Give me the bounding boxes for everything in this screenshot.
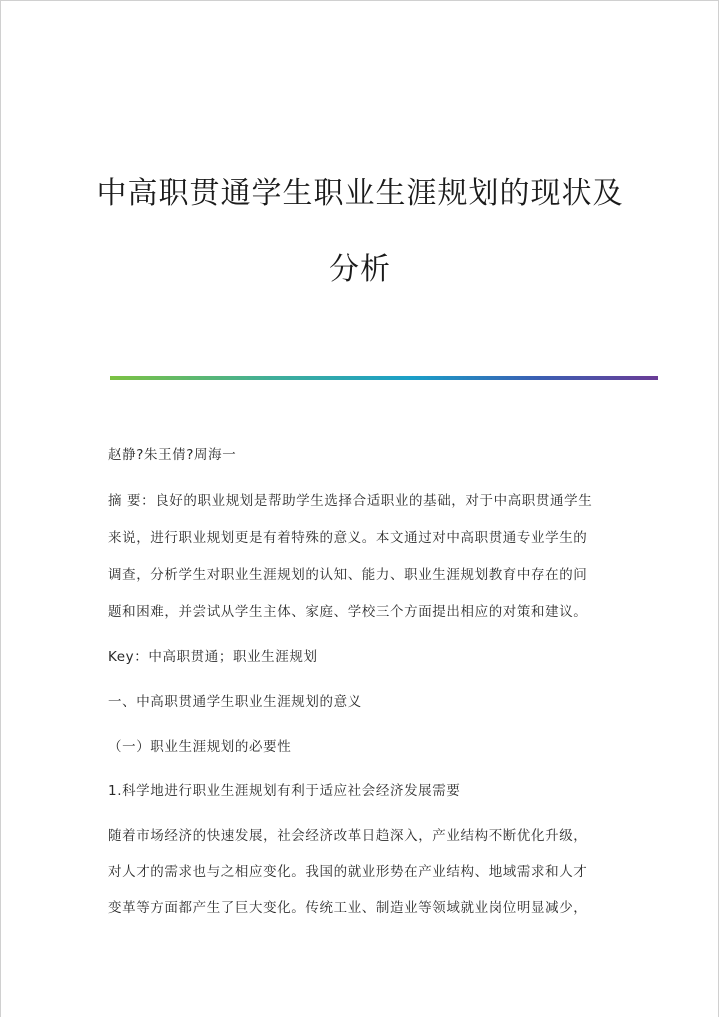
section-heading: 一、中高职贯通学生职业生涯规划的意义 [108,694,362,710]
keywords: Key：中高职贯通；职业生涯规划 [108,649,318,665]
abstract-line: 调查，分析学生对职业生涯规划的认知、能力、职业生涯规划教育中存在的问 [108,567,588,583]
body-line: 对人才的需求也与之相应变化。我国的就业形势在产业结构、地域需求和人才 [108,864,588,880]
abstract-line: 题和困难，并尝试从学生主体、家庭、学校三个方面提出相应的对策和建议。 [108,604,588,620]
document-title-line-2: 分析 [329,252,391,287]
subsection-heading: （一）职业生涯规划的必要性 [108,739,292,755]
abstract-line: 摘 要：良好的职业规划是帮助学生选择合适职业的基础，对于中高职贯通学生 [108,493,593,509]
body-line: 随着市场经济的快速发展，社会经济改革日趋深入，产业结构不断优化升级， [108,828,588,844]
document-title-line-1: 中高职贯通学生职业生涯规划的现状及 [96,176,624,211]
body-line: 变革等方面都产生了巨大变化。传统工业、制造业等领域就业岗位明显减少， [108,900,588,916]
authors: 赵静?朱王倩?周海一 [108,447,237,463]
abstract-line: 来说，进行职业规划更是有着特殊的意义。本文通过对中高职贯通专业学生的 [108,530,588,546]
point-heading: 1.科学地进行职业生涯规划有利于适应社会经济发展需要 [108,783,461,799]
title-divider [110,376,658,380]
